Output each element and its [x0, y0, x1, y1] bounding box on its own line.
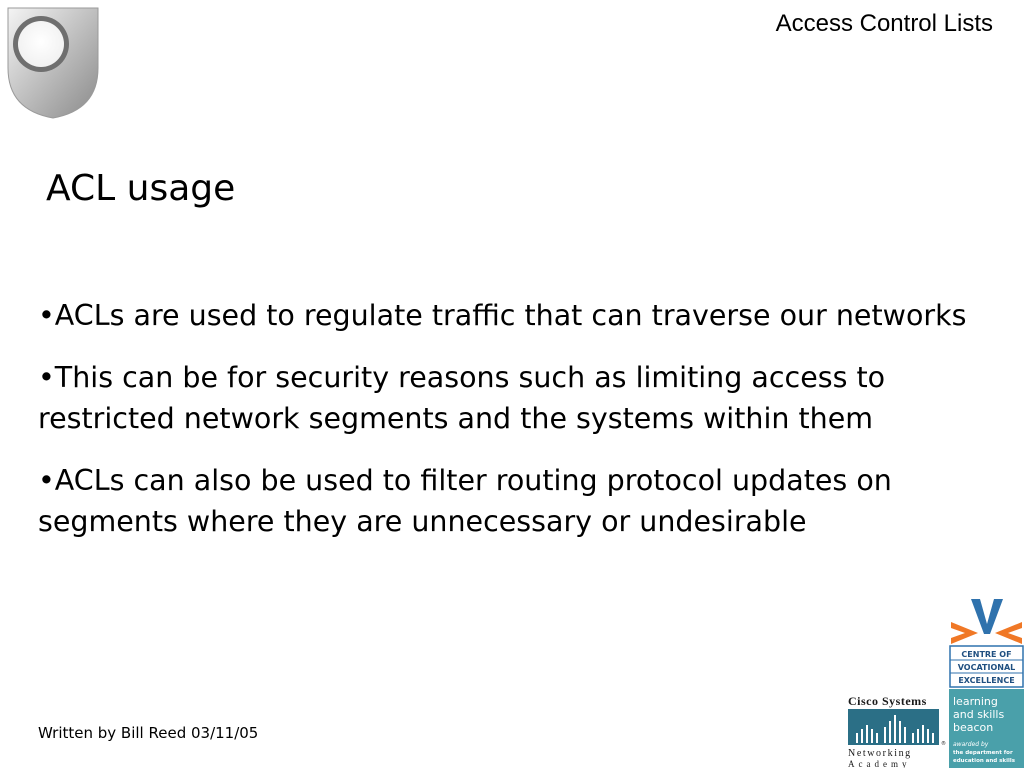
award-line1: awarded by — [953, 741, 989, 748]
svg-text:®: ® — [941, 741, 946, 747]
beacon-line1: learning — [953, 695, 998, 708]
bullet-item: •ACLs can also be used to filter routing protocol updates on segments where they are unnecessary or undesirable — [38, 464, 892, 538]
bullet-list — [38, 295, 983, 563]
slide-title: ACL usage — [46, 168, 236, 209]
cisco-networking-academy-logo — [846, 692, 944, 768]
header-title: Access Control Lists — [775, 10, 993, 37]
cove-logo-line2: VOCATIONAL — [957, 663, 1016, 672]
award-line3: education and skills — [953, 758, 1016, 764]
award-line2: the department for — [953, 750, 1013, 756]
beacon-line3: beacon — [953, 721, 994, 734]
bullet-item: •This can be for security reasons such as limiting access to restricted network segments and the systems within them — [38, 361, 886, 435]
bullet-item: •ACLs are used to regulate traffic that can traverse our networks — [38, 299, 967, 332]
cisco-logo-line1: Cisco Systems — [848, 694, 927, 708]
cove-logo-line1: CENTRE OF — [961, 650, 1012, 659]
open-university-logo — [6, 6, 100, 120]
cove-logo-line3: EXCELLENCE — [958, 676, 1015, 685]
cove-logo — [949, 596, 1024, 768]
cisco-logo-line3: Academy — [848, 759, 911, 768]
beacon-line2: and skills — [953, 708, 1005, 721]
cisco-logo-line2: Networking — [848, 748, 912, 759]
footer-credit: Written by Bill Reed 03/11/05 — [38, 724, 259, 742]
